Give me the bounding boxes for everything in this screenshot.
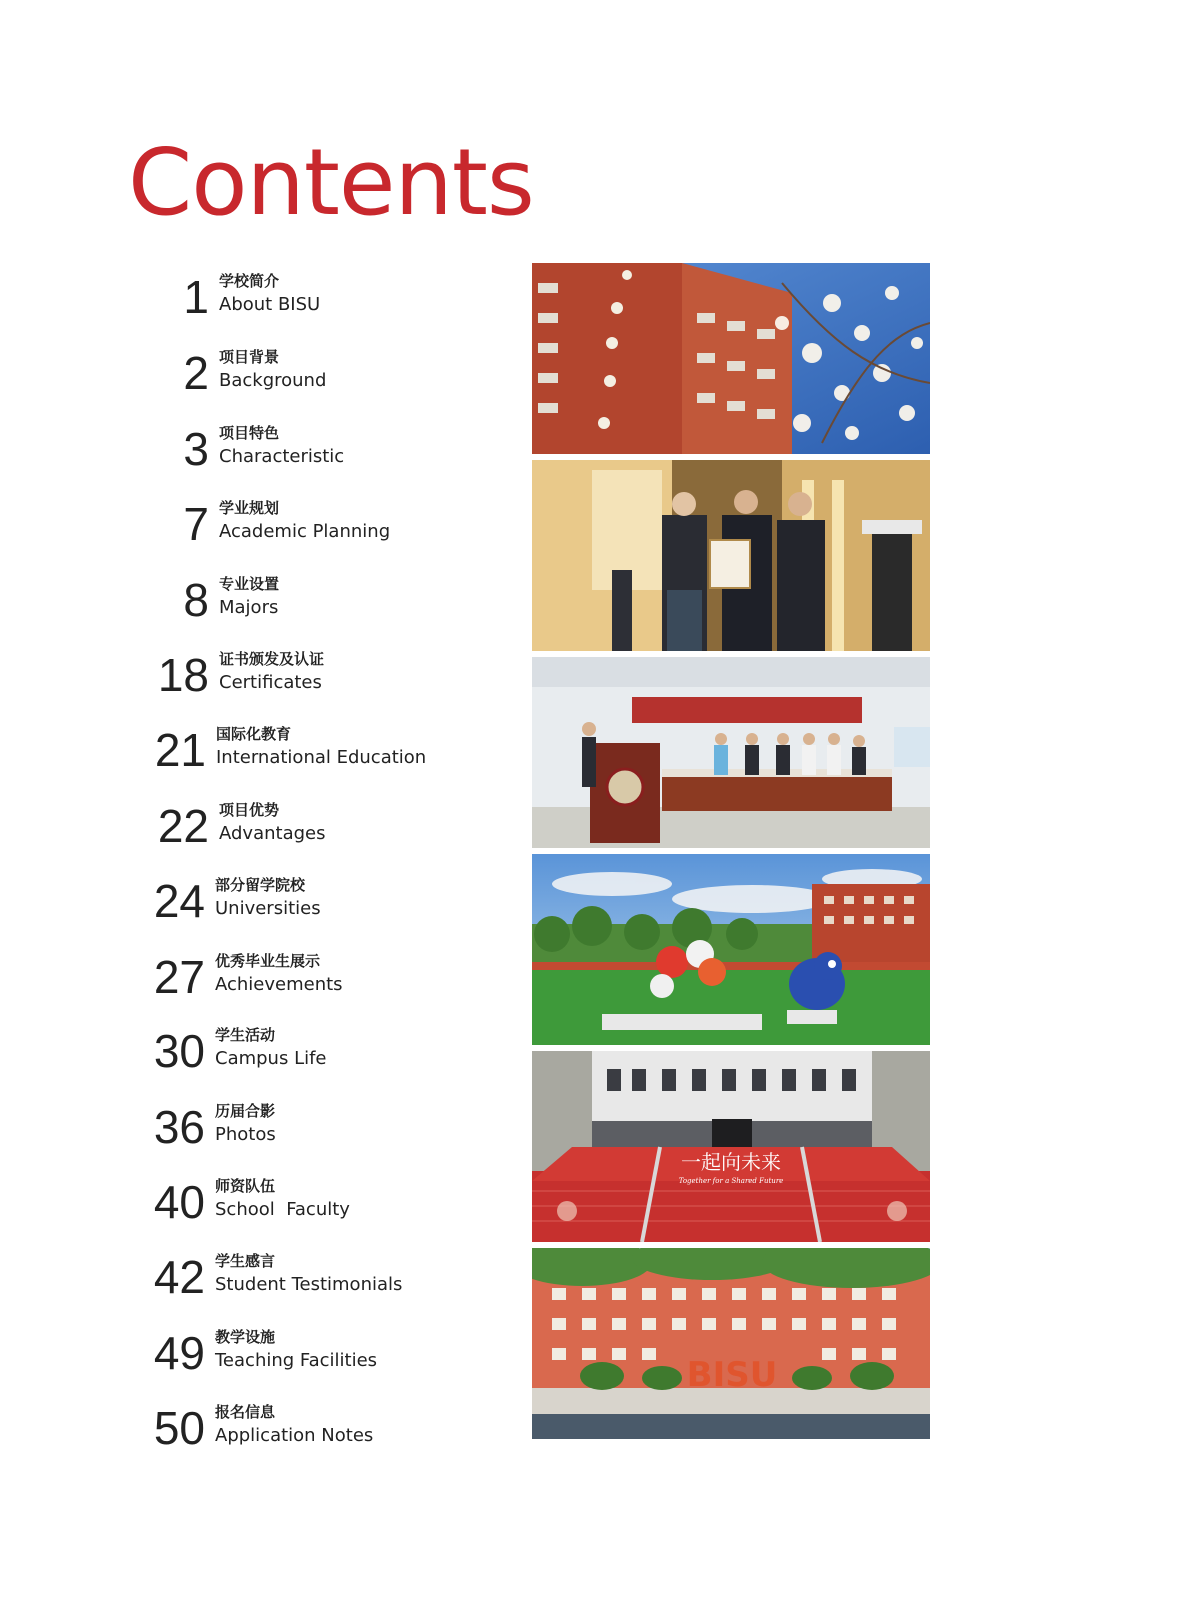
toc-title-zh: 专业设置 — [219, 575, 280, 593]
toc-title-en: Campus Life — [215, 1048, 327, 1069]
photo-column — [532, 263, 930, 1439]
stair-subtitle: Together for a Shared Future — [678, 1177, 784, 1185]
toc-page-number: 49 — [153, 1327, 205, 1379]
toc-title-en: Academic Planning — [219, 521, 391, 542]
toc-title-en: Application Notes — [215, 1425, 374, 1446]
toc-page-number: 40 — [153, 1176, 205, 1228]
certificate-ceremony-photo — [532, 460, 930, 651]
toc-title-en: About BISU — [219, 294, 321, 315]
toc-title-zh: 学业规划 — [219, 499, 280, 517]
toc-page-number: 7 — [183, 498, 209, 550]
toc-page-number: 1 — [183, 271, 209, 323]
toc-title-zh: 项目背景 — [219, 348, 280, 366]
toc-title-en: Characteristic — [219, 446, 345, 467]
toc-title-en: Teaching Facilities — [215, 1350, 378, 1371]
toc-title-en: Achievements — [215, 974, 343, 995]
toc-page-number: 2 — [183, 347, 209, 399]
toc-title-en: Student Testimonials — [215, 1274, 403, 1295]
toc-page-number: 22 — [157, 800, 209, 852]
toc-title-en: Certificates — [219, 672, 322, 693]
toc-page-number: 3 — [183, 423, 209, 475]
toc-title-zh: 国际化教育 — [216, 725, 292, 743]
sports-field-photo — [532, 854, 930, 1045]
campus-building-photo — [532, 263, 930, 454]
toc-title-zh: 报名信息 — [215, 1403, 276, 1421]
toc-title-zh: 项目优势 — [219, 801, 280, 819]
toc-title-zh: 学生感言 — [215, 1252, 276, 1270]
toc-page-number: 27 — [153, 951, 205, 1003]
campus-entrance-photo — [532, 1248, 930, 1439]
page-title: Contents — [128, 129, 534, 236]
toc-title-en: Universities — [215, 898, 321, 919]
toc-page-number: 42 — [153, 1251, 205, 1303]
conference-hall-photo — [532, 657, 930, 848]
toc-title-en: Photos — [215, 1124, 276, 1145]
toc-title-en: School Faculty — [215, 1199, 350, 1220]
toc-title-en: International Education — [216, 747, 427, 768]
toc-title-en: Advantages — [219, 823, 326, 844]
toc-title-en: Majors — [219, 597, 279, 618]
toc-page-number: 24 — [153, 875, 205, 927]
stairs-slogan-photo — [532, 1051, 930, 1242]
toc-title-zh: 项目特色 — [219, 424, 280, 442]
toc-title-zh: 教学设施 — [215, 1328, 276, 1346]
toc-title-zh: 优秀毕业生展示 — [215, 952, 321, 970]
toc-page-number: 18 — [157, 649, 209, 701]
toc-title-zh: 部分留学院校 — [215, 876, 306, 894]
campus-sign: BISU — [686, 1355, 778, 1395]
toc-title-zh: 证书颁发及认证 — [219, 650, 325, 668]
toc-title-zh: 历届合影 — [215, 1102, 276, 1120]
toc-page-number: 21 — [154, 724, 206, 776]
stair-slogan: 一起向未来 — [681, 1150, 781, 1174]
toc-page-number: 30 — [153, 1025, 205, 1077]
toc-page-number: 8 — [183, 574, 209, 626]
toc-page-number: 36 — [153, 1101, 205, 1153]
toc-title-zh: 师资队伍 — [215, 1177, 276, 1195]
toc-page-number: 50 — [153, 1402, 205, 1454]
toc-title-zh: 学校简介 — [219, 272, 280, 290]
table-of-contents — [0, 0, 520, 1600]
toc-title-en: Background — [219, 370, 327, 391]
toc-title-zh: 学生活动 — [215, 1026, 276, 1044]
